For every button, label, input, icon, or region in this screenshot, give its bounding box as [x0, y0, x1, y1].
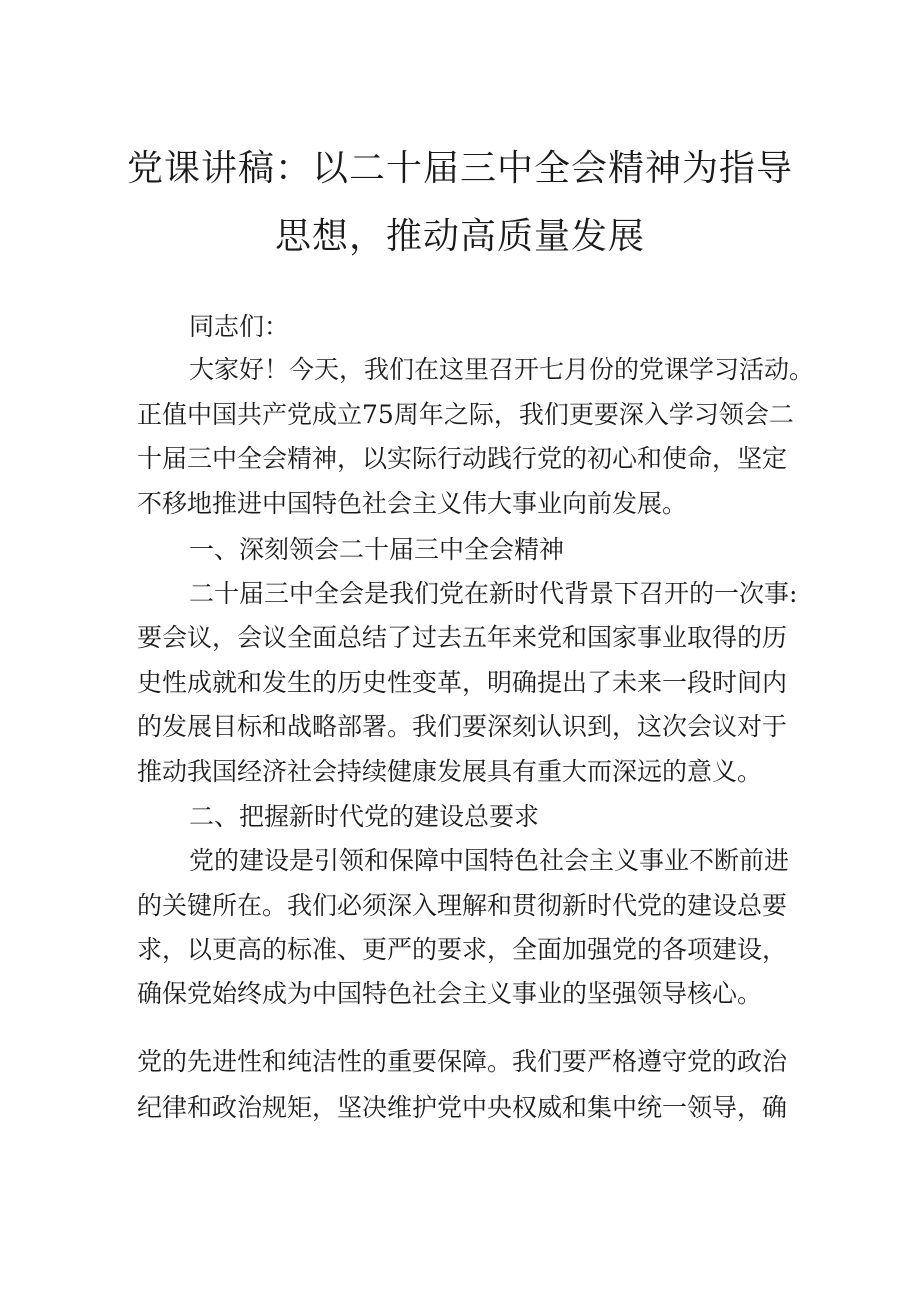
- section-2-line: 确保党始终成为中国特色社会主义事业的坚强领导核心。: [137, 979, 763, 1008]
- section-1-line: 推动我国经济社会持续健康发展具有重大而深远的意义。: [137, 757, 763, 786]
- document-title-line-2: 思想，推动高质量发展: [274, 216, 645, 257]
- section-1-line: 史性成就和发生的历史性变革，明确提出了未来一段时间内: [137, 668, 788, 697]
- section-1-line: 的发展目标和战略部署。我们要深刻认识到，这次会议对于: [137, 712, 788, 741]
- section-1-heading: 一、深刻领会二十届三中全会精神: [189, 535, 565, 564]
- section-2-line: 党的建设是引领和保障中国特色社会主义事业不断前进: [189, 846, 790, 875]
- intro-line: 大家好！今天，我们在这里召开七月份的党课学习活动。: [189, 355, 815, 384]
- intro-line: 十届三中全会精神，以实际行动践行党的初心和使命，坚定: [137, 444, 788, 473]
- section-1-line: 二十届三中全会是我们党在新时代背景下召开的一次事:: [189, 579, 798, 608]
- section-2-line: 的关键所在。我们必须深入理解和贯彻新时代党的建设总要: [137, 891, 788, 920]
- document-title-line-1: 党课讲稿：以二十届三中全会精神为指导: [126, 148, 793, 189]
- section-1-line: 要会议，会议全面总结了过去五年来党和国家事业取得的历: [137, 623, 788, 652]
- section-2-line: 求，以更高的标准、更严的要求，全面加强党的各项建设，: [137, 935, 788, 964]
- intro-line: 不移地推进中国特色社会主义伟大事业向前发展。: [137, 489, 688, 518]
- section-2-heading: 二、把握新时代党的建设总要求: [189, 802, 540, 831]
- continuation-line: 纪律和政治规矩，坚决维护党中央权威和集中统一领导，确: [137, 1093, 788, 1122]
- continuation-line: 党的先进性和纯洁性的重要保障。我们要严格遵守党的政治: [137, 1047, 788, 1076]
- intro-line: 正值中国共产党成立75周年之际，我们更要深入学习领会二: [137, 400, 794, 429]
- greeting: 同志们：: [189, 312, 290, 341]
